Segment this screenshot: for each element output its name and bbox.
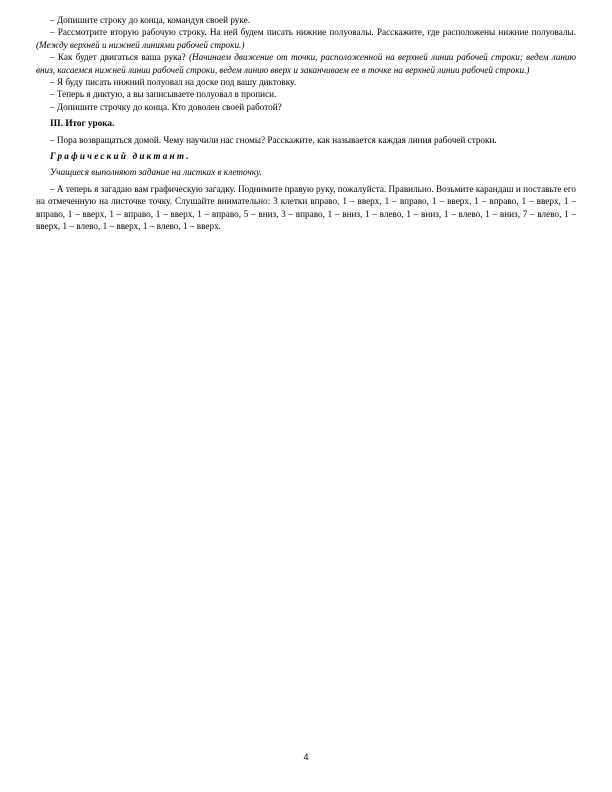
second-line-text: – Рассмотрите вторую рабочую строку. На ней будем писать нижние полуовалы. Расскажите, где расположены нижние полуовалы. bbox=[50, 27, 576, 38]
dictation-title: Графический диктант. bbox=[50, 151, 191, 162]
page-number: 4 bbox=[303, 752, 309, 762]
hand-motion-question: – Как будет двигаться ваша рука? bbox=[50, 52, 189, 63]
paragraph-finish-row: – Допишите строчку до конца. Кто доволен своей работой? bbox=[50, 101, 282, 112]
hand-motion-answer: (Начинаем движение от точки, расположенной на верхней линии рабочей строки; ведем линию вниз, касаемся нижней линии рабочей строки, ведем линию вверх и заканчиваем ее в точке на верхней линии рабочей строки.) bbox=[36, 52, 576, 75]
dictation-text: – А теперь я загадаю вам графическую загадку. Поднимите правую руку, пожалуйста. Правильно. Возьмите карандаш и поставьте его на отмеченную на листочке точку. Слушайте внимательно: 3 клетки вправо, 1 – вверх, 1 – вправо, 1 – вверх, 1 – вправо, 1 – вверх, 1 – вправо, 1 – вверх, 1 – вправо, 1 – вверх, 1 – вправо, 5 – вниз, 3 – вправо, 1 – вниз, 1 – влево, 1 – вниз, 1 – влево, 1 – вниз, 7 – влево, 1 – вверх, 1 – влево, 1 – вверх, 1 – влево, 1 – вверх. bbox=[36, 183, 576, 232]
paragraph-dictation-copy: – Теперь я диктую, а вы записываете полуовал в прописи. bbox=[50, 89, 277, 100]
paragraph-second-line bbox=[36, 26, 576, 51]
paragraph-summary: – Пора возвращаться домой. Чему научили нас гномы? Расскажите, как называется каждая линия рабочей строки. bbox=[50, 134, 497, 145]
dictation-instruction: Учащиеся выполняют задание на листках в клеточку. bbox=[50, 167, 262, 178]
second-line-answer: (Между верхней и нижней линиями рабочей строки.) bbox=[36, 39, 245, 50]
section-heading: III. Итог урока. bbox=[50, 118, 115, 129]
paragraph-board-writing: – Я буду писать нижний полуовал на доске под вашу диктовку. bbox=[50, 77, 297, 88]
paragraph-finish-line: – Допишите строку до конца, командуя своей руке. bbox=[50, 15, 250, 25]
paragraph-hand-motion bbox=[36, 51, 576, 76]
document-body bbox=[36, 14, 576, 233]
